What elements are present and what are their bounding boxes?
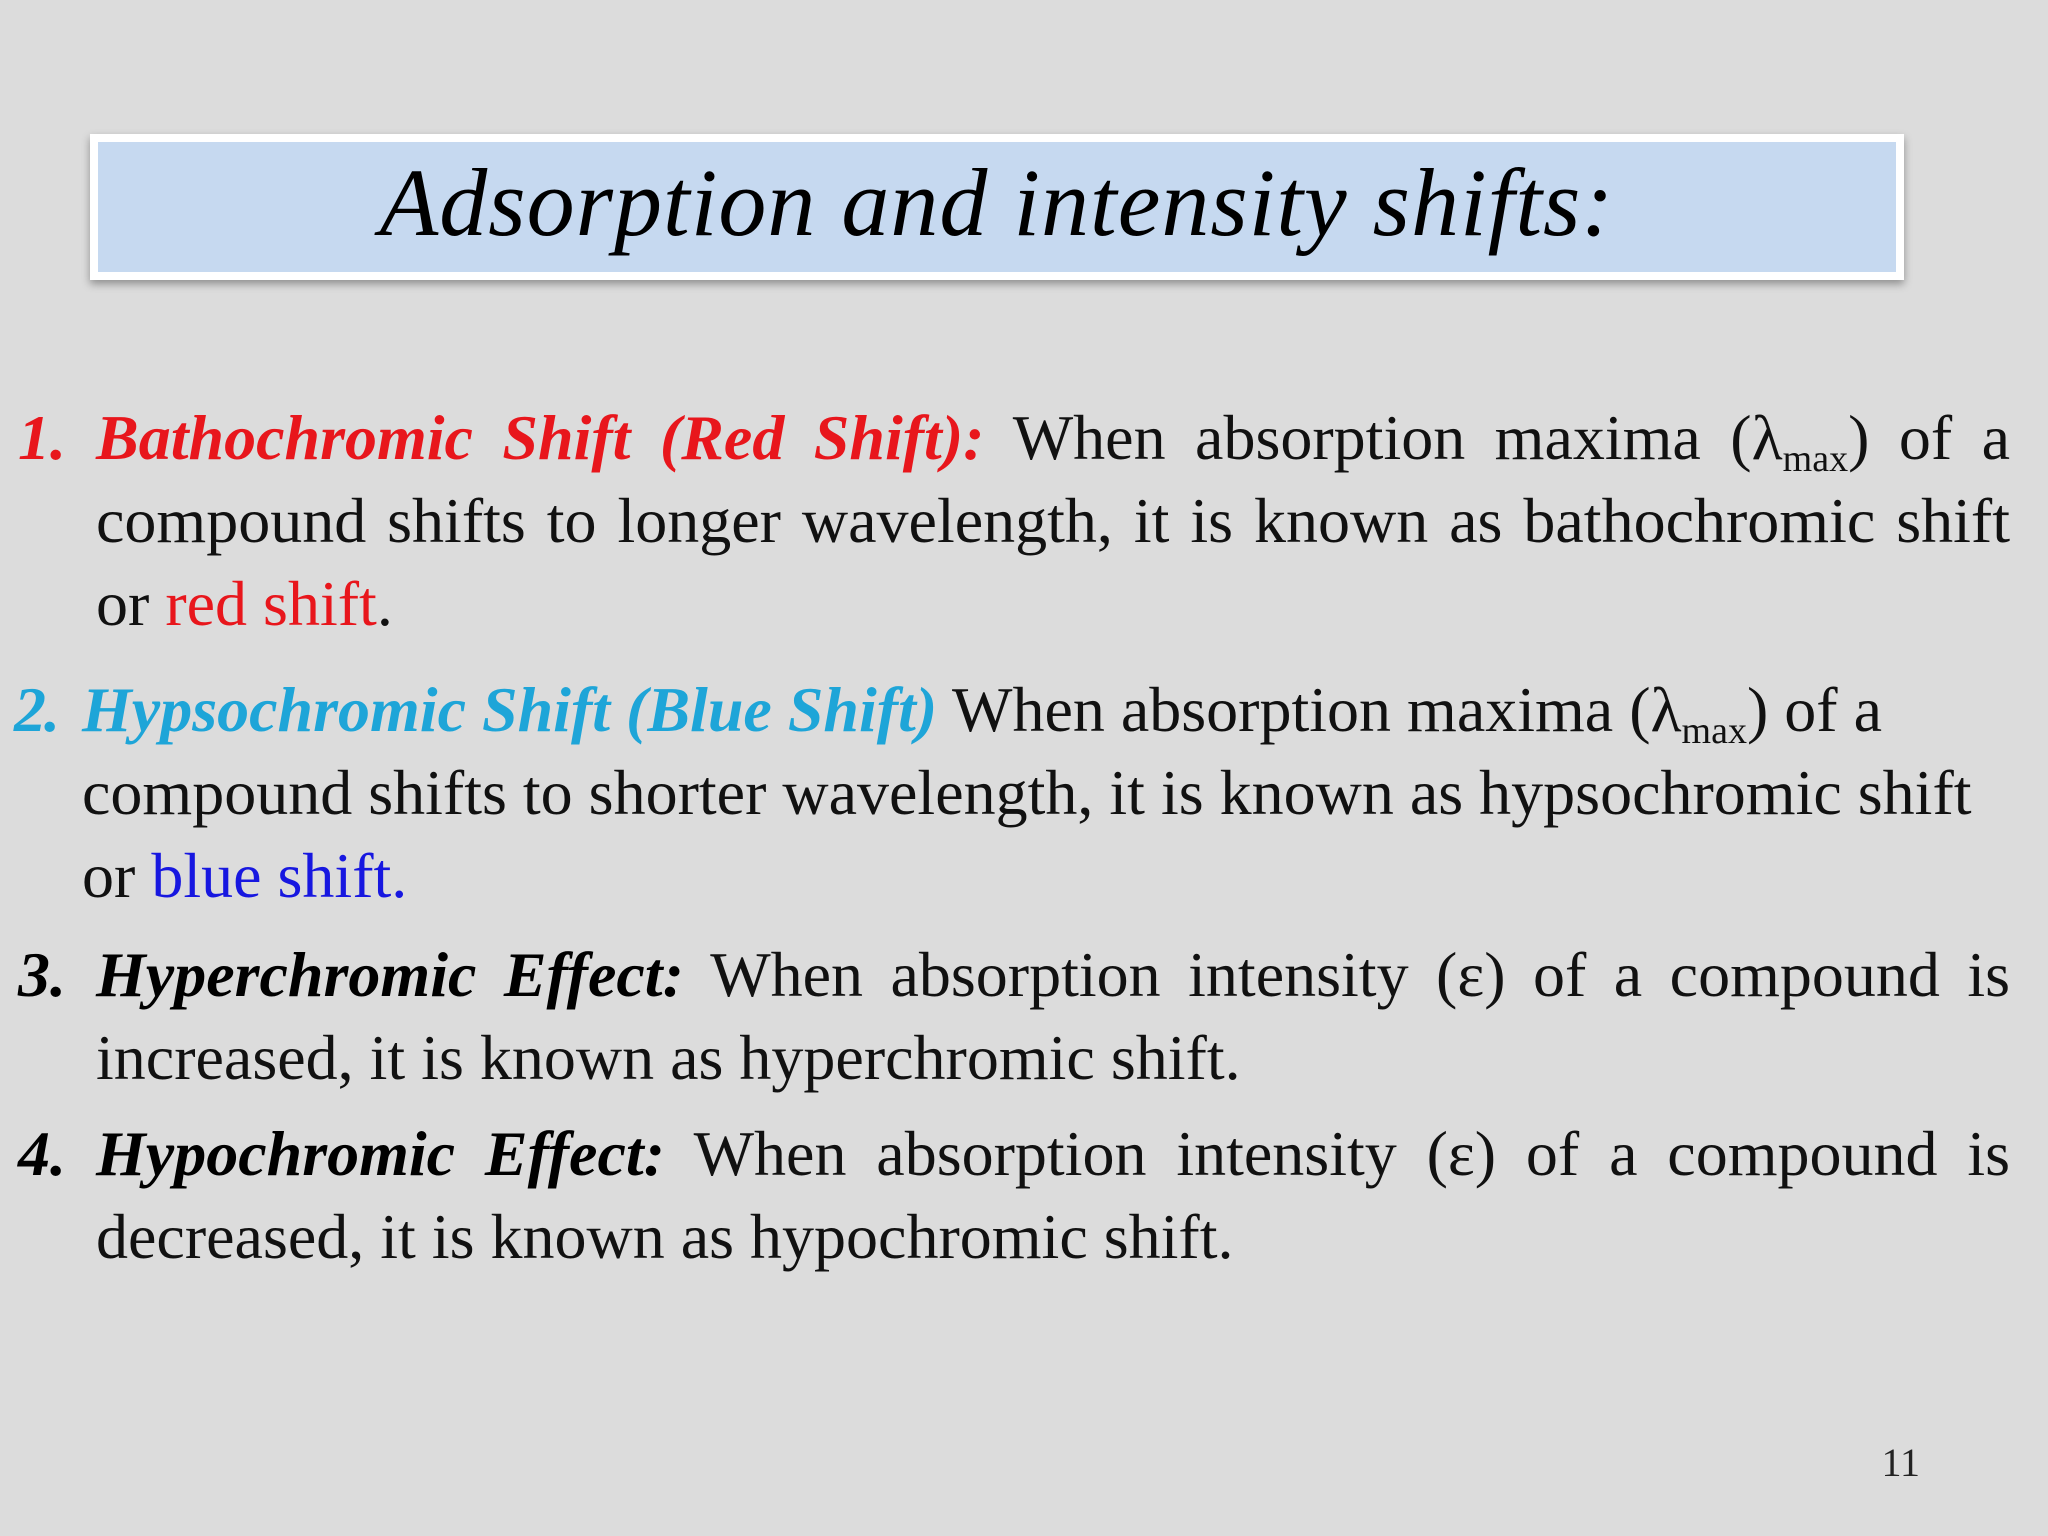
item-body: [82, 668, 1996, 917]
item-text: ) of a compound shifts to longer wavelength, it is known as bathochromic shift or: [96, 402, 2011, 639]
item-body: [96, 933, 2010, 1099]
list-item-hypochromic: [18, 1112, 2011, 1278]
page-number: 11: [1881, 1440, 1920, 1485]
lambda-symbol: λ: [1751, 402, 1783, 473]
lambda-subscript: max: [1782, 438, 1849, 480]
item-body: [96, 396, 2010, 645]
slide-title: Adsorption and intensity shifts:: [379, 149, 1615, 256]
item-highlight: blue shift.: [151, 840, 408, 911]
item-text: When absorption maxima (: [984, 402, 1752, 473]
item-term: Hypsochromic Shift (Blue Shift): [82, 674, 938, 745]
item-text-end: .: [376, 568, 393, 639]
item-body: [96, 1112, 2010, 1278]
item-text: When absorption intensity (ε) of a compound is increased, it is known as hyperchromic shift.: [96, 939, 2011, 1093]
item-text: When absorption intensity (ε) of a compound is decreased, it is known as hypochromic shift.: [96, 1118, 2011, 1272]
item-text: ) of a compound shifts to shorter wavelength, it is known as hypsochromic shift or: [82, 674, 1972, 911]
item-number: 1.: [18, 402, 66, 473]
item-term: Hyperchromic Effect:: [96, 939, 684, 1010]
title-banner: [90, 134, 1904, 280]
lambda-symbol: λ: [1650, 674, 1682, 745]
item-number: 3.: [18, 939, 66, 1010]
item-number: 2.: [14, 674, 58, 745]
item-highlight: red shift: [165, 568, 377, 639]
list-item-bathochromic: [18, 396, 2011, 645]
list-item-hyperchromic: [18, 933, 2011, 1099]
item-number: 4.: [18, 1118, 66, 1189]
item-term: Bathochromic Shift (Red Shift):: [96, 402, 985, 473]
lambda-subscript: max: [1681, 710, 1747, 752]
list-item-hypsochromic: [14, 668, 1994, 917]
item-term: Hypochromic Effect:: [96, 1118, 665, 1189]
item-text: When absorption maxima (: [937, 674, 1651, 745]
